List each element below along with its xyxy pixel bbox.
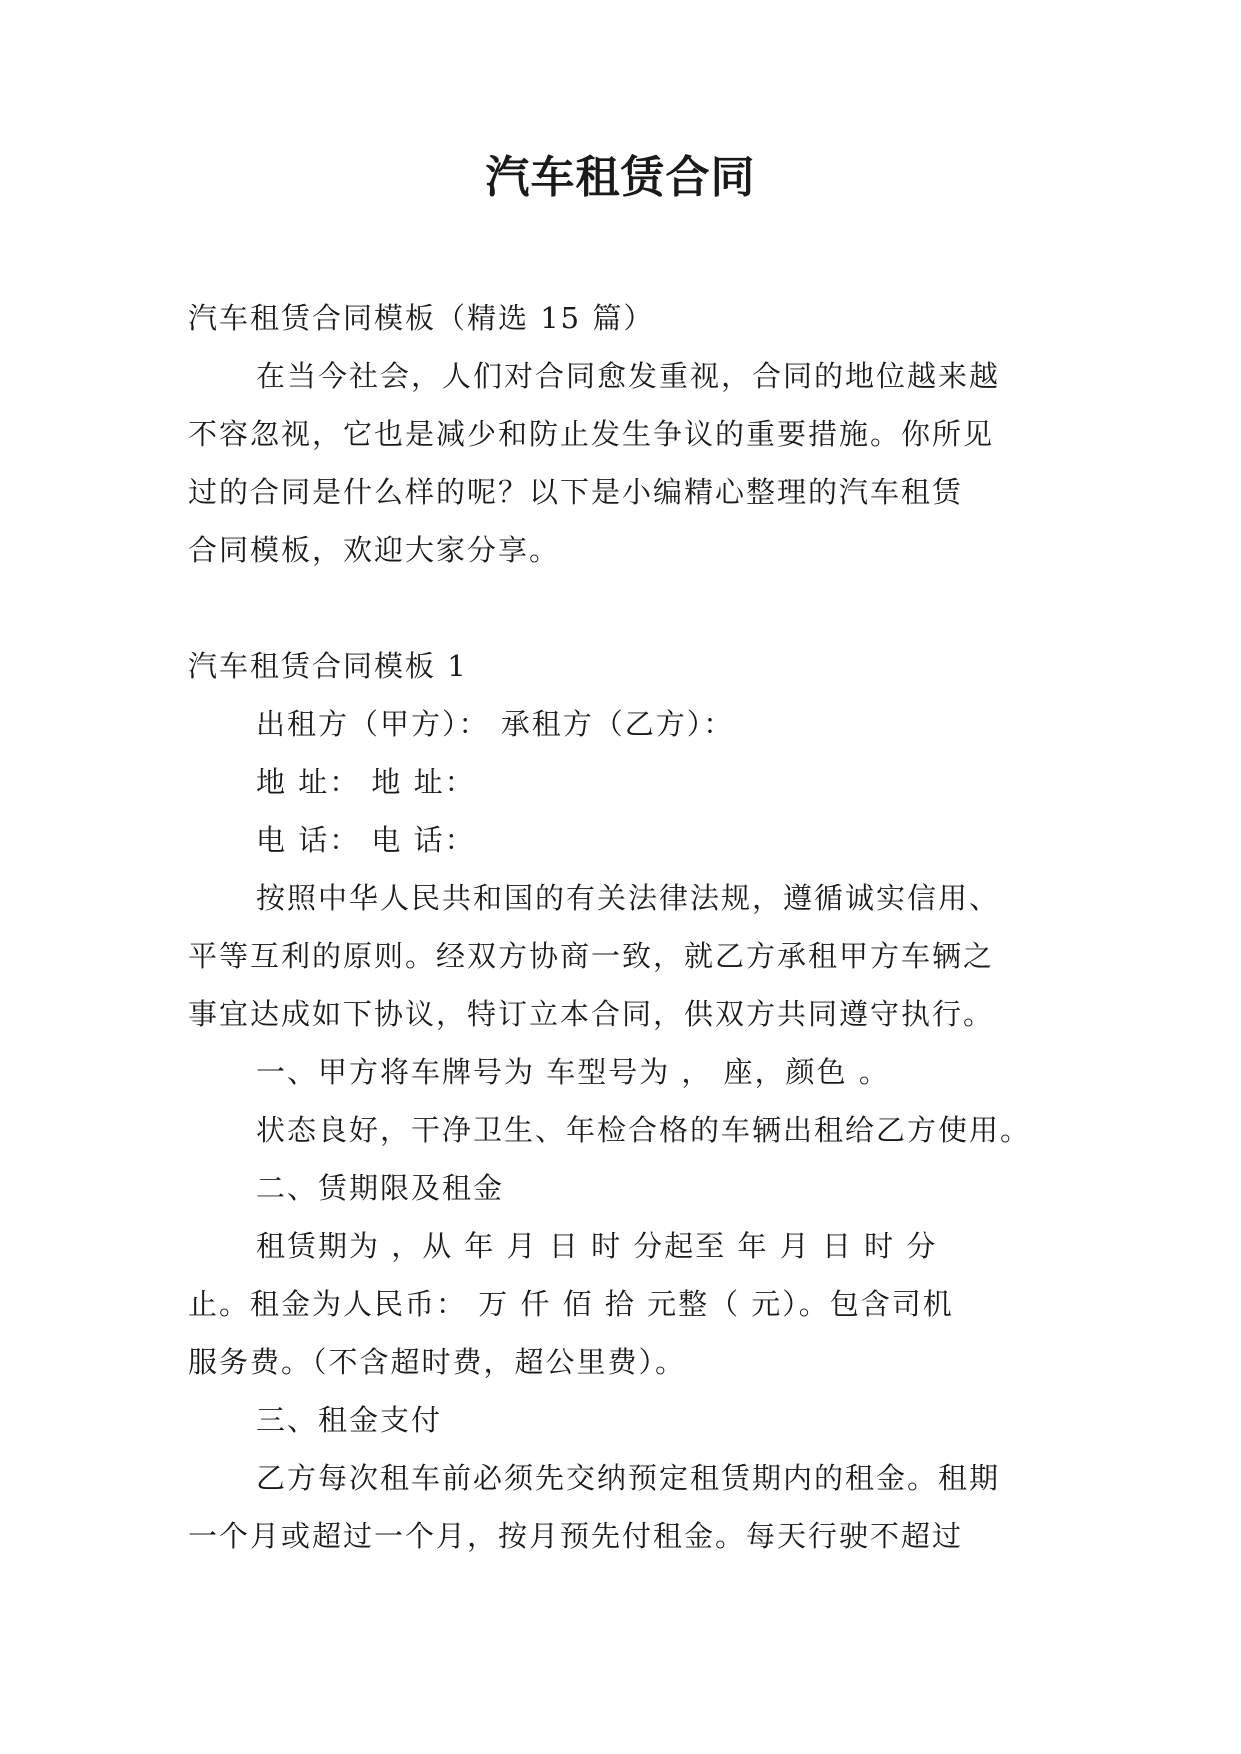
clause-2-heading: 二、赁期限及租金 <box>256 1171 505 1205</box>
clause-3-line-1: 乙方每次租车前必须先交纳预定租赁期内的租金。租期 <box>256 1461 1001 1495</box>
section-heading: 汽车租赁合同模板 1 <box>188 649 468 683</box>
phone-line: 电 话： 电 话： <box>256 823 476 857</box>
intro-line-2: 不容忽视，它也是减少和防止发生争议的重要措施。你所见 <box>188 417 995 451</box>
clause-2-line-3: 服务费。（不含超时费，超公里费）。 <box>188 1345 687 1379</box>
clause-3-heading: 三、租金支付 <box>256 1403 443 1437</box>
body-line-2: 平等互利的原则。经双方协商一致，就乙方承租甲方车辆之 <box>188 939 995 973</box>
clause-2-line-1: 租赁期为 ，从 年 月 日 时 分起至 年 月 日 时 分 <box>256 1229 938 1263</box>
body-line-3: 事宜达成如下协议，特订立本合同，供双方共同遵守执行。 <box>188 997 995 1031</box>
intro-line-4: 合同模板，欢迎大家分享。 <box>188 533 561 567</box>
intro-line-1: 在当今社会，人们对合同愈发重视，合同的地位越来越 <box>256 359 1001 393</box>
clause-2-line-2: 止。租金为人民币： 万 仟 佰 拾 元整（ 元）。包含司机 <box>188 1287 954 1321</box>
body-line-1: 按照中华人民共和国的有关法律法规，遵循诚实信用、 <box>256 881 1001 915</box>
party-line: 出租方（甲方）： 承租方（乙方）： <box>256 707 735 741</box>
intro-line-3: 过的合同是什么样的呢？以下是小编精心整理的汽车租赁 <box>188 475 964 509</box>
subtitle-line: 汽车租赁合同模板（精选 15 篇） <box>188 301 655 335</box>
clause-3-line-2: 一个月或超过一个月，按月预先付租金。每天行驶不超过 <box>188 1519 964 1553</box>
document-title: 汽车租赁合同 <box>485 152 756 203</box>
address-line: 地 址： 地 址： <box>256 765 476 799</box>
clause-1-line: 一、甲方将车牌号为 车型号为 ， 座，颜色 。 <box>256 1055 890 1089</box>
clause-1-cont: 状态良好，干净卫生、年检合格的车辆出租给乙方使用。 <box>256 1113 1032 1147</box>
